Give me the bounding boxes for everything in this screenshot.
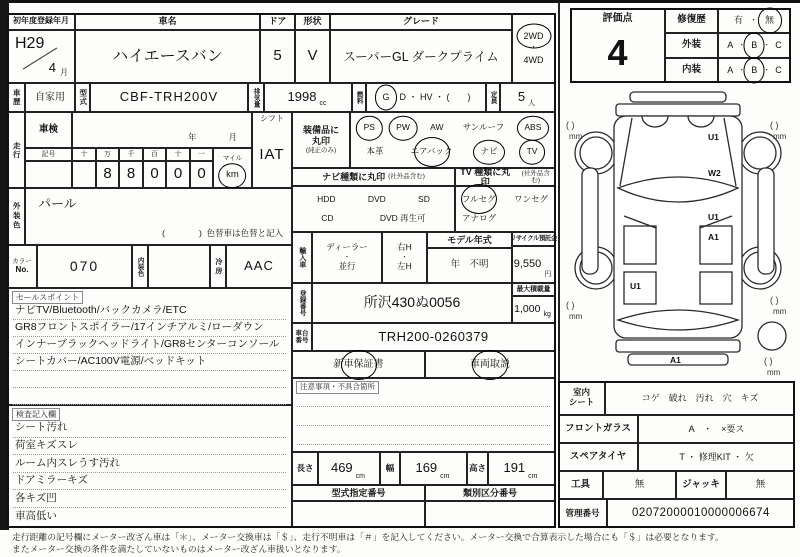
import-label: 輸入車: [292, 232, 312, 283]
model-year-label: モデル年式: [427, 232, 512, 248]
color-no-label-1: カラー: [12, 258, 32, 266]
tread-paren: ( ): [566, 120, 575, 130]
manual-pre: 車: [470, 358, 480, 370]
recycle-value: 9,550: [513, 258, 542, 271]
cargo-left-1: [624, 226, 656, 264]
tv-type-header: [455, 168, 555, 186]
footer-line-2: またメーター交換の条件を満たしていないものはメーター改ざん車扱いとなります。: [12, 544, 346, 555]
history-label: 車歴: [7, 83, 25, 112]
type-designation-label: 型式指定番号: [292, 485, 425, 501]
digit-100: 0: [143, 161, 166, 188]
grade-value: スーパーGL ダークプライム: [330, 30, 512, 83]
damage-mark: A1: [670, 355, 681, 365]
ac-value: AAC: [226, 245, 292, 288]
month-label: 月: [228, 132, 237, 143]
interior-b-circled: B: [751, 65, 758, 76]
digit-header-10: 十: [166, 148, 190, 161]
digit-100k: [72, 161, 96, 188]
width-value: 169: [415, 460, 438, 476]
spare-tire-value: T ・ 修理KIT ・ 欠: [638, 443, 795, 471]
mile-label: マイル: [222, 155, 243, 163]
height-unit: cm: [528, 473, 538, 481]
manual-post: 説: [500, 358, 510, 370]
displacement-label: 排気量: [248, 83, 264, 112]
right-handle: 右H: [397, 242, 412, 253]
equip-aw: AW: [430, 122, 444, 133]
check-line: 荷室キズスレ: [13, 438, 286, 456]
tread-mm: mm: [569, 132, 583, 141]
digit-1k: 8: [119, 161, 143, 188]
score-value: 4: [607, 31, 628, 73]
tread-mm: mm: [773, 307, 787, 316]
dealer: ディーラー: [326, 242, 368, 253]
interior-a: A: [727, 65, 734, 76]
tread-mm: mm: [773, 132, 787, 141]
recycle-unit: 円: [544, 271, 552, 279]
cabin-seat-items: コゲ 破れ 汚れ 穴 キズ: [605, 381, 795, 415]
equipment-label: [292, 112, 350, 168]
grade-label: グレード: [330, 13, 512, 30]
drive-4wd: 4WD: [523, 54, 544, 65]
sign-header: 記号: [25, 148, 72, 161]
rear-panel: [616, 340, 740, 352]
drivetrain-cell: [512, 13, 555, 83]
dot: ・: [738, 66, 746, 74]
door-label: ドア: [260, 13, 295, 30]
equip-leather: 本革: [366, 146, 384, 157]
inspection-notes-tag: 検査記入欄: [12, 408, 60, 421]
capacity-label: 定員: [486, 83, 500, 112]
tread-paren: ( ): [764, 356, 773, 366]
sales-points-tag: セールスポイント: [12, 291, 83, 304]
drive-dot: ・: [530, 44, 537, 52]
interior-color-value: [148, 245, 210, 288]
digit-header-100: 百: [143, 148, 166, 161]
check-line: 車高低い: [15, 509, 57, 522]
digit-10k: 8: [96, 161, 119, 188]
digit-header-100k: 十: [72, 148, 96, 161]
damage-mark: W2: [708, 168, 721, 178]
chassis-label-2: 番号: [295, 337, 309, 344]
nav-hdd: HDD: [317, 193, 336, 204]
tv-type-title: TV 種類に丸印: [460, 166, 511, 187]
shape-label: 形状: [295, 13, 330, 30]
exterior-grade-value: [718, 33, 791, 58]
nav-type-header: [292, 168, 455, 186]
exterior-color-label: 外装色: [7, 188, 25, 245]
check-line: シート汚れ: [13, 420, 286, 438]
check-line: ドアミラーキズ: [13, 473, 286, 491]
nav-type-sub: (社外品含む): [388, 173, 425, 181]
equip-pw-circled: PW: [396, 122, 410, 133]
model-code-value: CBF-TRH200V: [90, 83, 248, 112]
tread-mm: mm: [569, 312, 583, 321]
shaken-label: 車検: [25, 112, 72, 148]
dot: ・: [763, 66, 771, 74]
dotted-line: [13, 388, 286, 405]
management-no-value: 02072000010000006674: [607, 499, 795, 528]
fuel-options: D ・ HV ・ ( ): [399, 92, 471, 103]
cabin-label-2: シート: [568, 397, 595, 407]
reg-year: H29: [15, 35, 45, 52]
dotted-line: [297, 425, 550, 426]
mile-km-cell: [213, 148, 252, 188]
interior-color-label: 内装色: [132, 245, 148, 288]
vehicle-diagram: [558, 88, 798, 380]
interior-c: C: [775, 65, 782, 76]
shift-cell: [252, 112, 292, 188]
tools-value: 無: [603, 471, 676, 499]
sales-line: シートカバー/AC100V電源/ベッドキット: [13, 354, 286, 371]
color-change-note: ( ) 色替車は色替と記入: [162, 228, 283, 239]
spare-tire: [758, 322, 786, 350]
nav-dvd-play: DVD 再生可: [379, 212, 426, 223]
color-no-value: 070: [37, 245, 132, 288]
shape-value: V: [295, 30, 330, 83]
registration-value: 所沢430ぬ0056: [312, 283, 512, 323]
dotted-line: [297, 406, 550, 407]
equipment-values: [350, 112, 555, 168]
width-unit: cm: [440, 473, 450, 481]
handle-cell: [382, 232, 427, 283]
capacity-value: [500, 83, 555, 112]
sales-line: インナーブラックヘッドライト/GR8センターコンソール: [13, 337, 286, 354]
equip-sunroof: サンルーフ: [462, 122, 505, 133]
cabin-seat-label: [558, 381, 605, 415]
import-dealer-cell: [312, 232, 382, 283]
fuel-gasoline-circled: G: [382, 92, 390, 103]
height-cell: [488, 452, 555, 485]
tools-label: 工具: [558, 471, 603, 499]
nav-cd: CD: [321, 212, 334, 223]
max-load-cell: [512, 296, 555, 323]
shift-value: IAT: [259, 146, 285, 164]
tv-fullseg-circled: フルセグ: [462, 193, 496, 204]
history-value: 自家用: [25, 83, 75, 112]
displacement-value: [264, 83, 352, 112]
nav-type-title: ナビ種類に丸印: [322, 171, 386, 182]
reg-month: 4: [48, 60, 56, 76]
sign-value: [25, 161, 72, 188]
sales-line: GR8フロントスポイラー/17インチアルミ/ローダウン: [13, 320, 286, 337]
fuel-label: 燃料: [352, 83, 366, 112]
dealer-dot: ・: [343, 253, 351, 261]
ac-label: 冷房: [210, 245, 226, 288]
equipment-label-1: 装備品に: [302, 125, 339, 136]
tv-type-sub: (社外品含む): [521, 169, 550, 184]
door-value: 5: [260, 30, 295, 83]
chassis-label-1: 車台: [295, 329, 309, 337]
roof-bar: [630, 92, 726, 102]
exterior-color-value: パール: [38, 196, 77, 211]
warranty-post: 書: [373, 358, 384, 370]
tread-paren: ( ): [770, 120, 779, 130]
left-handle: 左H: [397, 261, 412, 272]
exterior-c: C: [775, 40, 782, 51]
width-cell: [400, 452, 467, 485]
equip-airbag-circled: エアバック: [410, 146, 453, 157]
width-label: 幅: [380, 452, 400, 485]
dotted-line: [297, 444, 550, 445]
top-rule: [0, 0, 800, 3]
car-name-value: ハイエースバン: [75, 30, 260, 83]
interior-grade-label: 内装: [665, 58, 718, 83]
model-year-value: 年 不明: [427, 248, 512, 283]
first-registration-label: 初年度登録年月: [7, 13, 75, 30]
right-side-panel: [758, 168, 774, 274]
parallel: 並行: [338, 261, 356, 272]
car-name-label: 車名: [75, 13, 260, 30]
repair-history-value: [718, 8, 791, 33]
windshield-value: A ・ ×要ス: [638, 415, 795, 443]
class-number-value: [425, 501, 555, 528]
drive-2wd-circled: 2WD: [523, 31, 544, 41]
jack-label: ジャッキ: [676, 471, 726, 499]
tread-mm: mm: [767, 368, 781, 377]
class-number-label: 類別区分番号: [425, 485, 555, 501]
warranty-cell: [292, 351, 425, 378]
inspection-notes-block: [7, 405, 292, 528]
equip-navi-circled: ナビ: [480, 146, 498, 157]
digit-header-1: 一: [190, 148, 213, 161]
cargo-right-2: [700, 272, 732, 304]
chassis-label: [292, 323, 312, 351]
fuel-value: [366, 83, 486, 112]
tread-paren: ( ): [566, 300, 575, 310]
km-circled: km: [226, 169, 239, 181]
digit-1: 0: [190, 161, 213, 188]
chassis-value: TRH200-0260379: [312, 323, 555, 351]
tv-analog: アナログ: [462, 212, 497, 223]
equip-tv-circled: TV: [526, 146, 538, 157]
damage-mark: A1: [708, 232, 719, 242]
damage-mark: U1: [708, 132, 719, 142]
tv-type-values: [455, 186, 555, 232]
management-no-label: 管理番号: [558, 499, 607, 528]
repair-yes: 有: [733, 15, 743, 26]
front-panel: [616, 104, 740, 116]
cabin-label-1: 室内: [572, 387, 590, 398]
registration-label: 登録番号: [292, 283, 312, 323]
height-label: 高さ: [467, 452, 488, 485]
repair-dot: ・: [750, 16, 757, 24]
year-label: 年: [187, 132, 197, 143]
sales-points-block: [7, 288, 292, 405]
sales-line: ナビTV/Bluetooth/バックカメラ/ETC: [13, 303, 286, 320]
length-cell: [318, 452, 380, 485]
shift-label: シフト: [260, 114, 284, 123]
warranty-circled: 車保証: [343, 358, 374, 370]
equip-ps-circled: PS: [363, 122, 375, 133]
defect-notes-block: [292, 378, 555, 452]
color-no-label-2: No.: [15, 264, 29, 274]
recycle-value-cell: [512, 246, 555, 283]
type-designation-value: [292, 501, 425, 528]
first-registration-value: [7, 30, 75, 83]
capacity-number: 5: [517, 89, 526, 105]
digit-header-10k: 万: [96, 148, 119, 161]
disp-number: 1998: [287, 89, 317, 105]
model-code-label: 型式: [75, 83, 90, 112]
check-line: ルーム内スレうす汚れ: [13, 455, 286, 473]
score-label: 評価点: [602, 13, 633, 24]
equipment-label-2: 丸印: [311, 136, 330, 147]
left-side-panel: [582, 168, 598, 274]
max-load-value: 1,000: [514, 302, 541, 315]
defect-notes-tag: 注意事項・不具合箇所: [296, 381, 379, 394]
disp-unit: cc: [319, 100, 327, 108]
equip-abs-circled: ABS: [524, 122, 542, 133]
exterior-a: A: [727, 40, 734, 51]
dot: ・: [763, 41, 771, 49]
spare-tire-label: スペアタイヤ: [558, 443, 638, 471]
exterior-color-cell: [25, 188, 292, 245]
damage-mark: U1: [630, 281, 641, 291]
dotted-line: [13, 371, 286, 388]
windshield-label: フロントガラス: [558, 415, 638, 443]
exterior-b-circled: B: [751, 40, 758, 51]
max-load-label: 最大積載量: [512, 283, 555, 296]
dot: ・: [738, 41, 746, 49]
nav-type-values: [292, 186, 455, 232]
manual-cell: [425, 351, 555, 378]
length-label: 長さ: [292, 452, 318, 485]
jack-value: 無: [726, 471, 795, 499]
nav-sd: SD: [418, 193, 430, 204]
exterior-grade-label: 外装: [665, 33, 718, 58]
damage-mark: U1: [708, 212, 719, 222]
footer-line-1: 走行距離の記号欄にメーター改ざん車は「＊」、メーター交換車は「＄」、走行不明車は「＃」を記入してください。メーター交換で合算表示した場合にも「＄」は必要となります。: [12, 532, 724, 543]
height-value: 191: [503, 460, 526, 476]
length-unit: cm: [355, 473, 366, 481]
equipment-label-sub: (純正のみ): [305, 147, 337, 155]
score-cell: [570, 8, 665, 83]
tread-paren: ( ): [770, 295, 779, 305]
tv-oneseg: ワンセグ: [513, 193, 548, 204]
reg-month-unit: 月: [60, 68, 68, 78]
interior-grade-value: [718, 58, 791, 83]
max-load-unit: kg: [543, 311, 551, 319]
check-line: 各キズ凹: [13, 490, 286, 508]
mileage-label: 走行: [7, 112, 25, 188]
repair-no-circled: 無: [765, 15, 775, 26]
digit-header-1k: 千: [119, 148, 143, 161]
length-value: 469: [330, 460, 353, 476]
handle-dot: ・: [401, 253, 408, 261]
shaken-date-cell: [72, 112, 252, 148]
capacity-unit: 人: [528, 100, 536, 108]
digit-10: 0: [166, 161, 190, 188]
repair-history-label: 修復歴: [665, 8, 718, 33]
recycle-label: リサイクル預託金: [512, 232, 555, 246]
manual-circled: 両取: [480, 358, 500, 370]
color-no-label: [7, 245, 37, 288]
warranty-pre: 新: [333, 358, 344, 370]
nav-dvd: DVD: [367, 193, 386, 204]
